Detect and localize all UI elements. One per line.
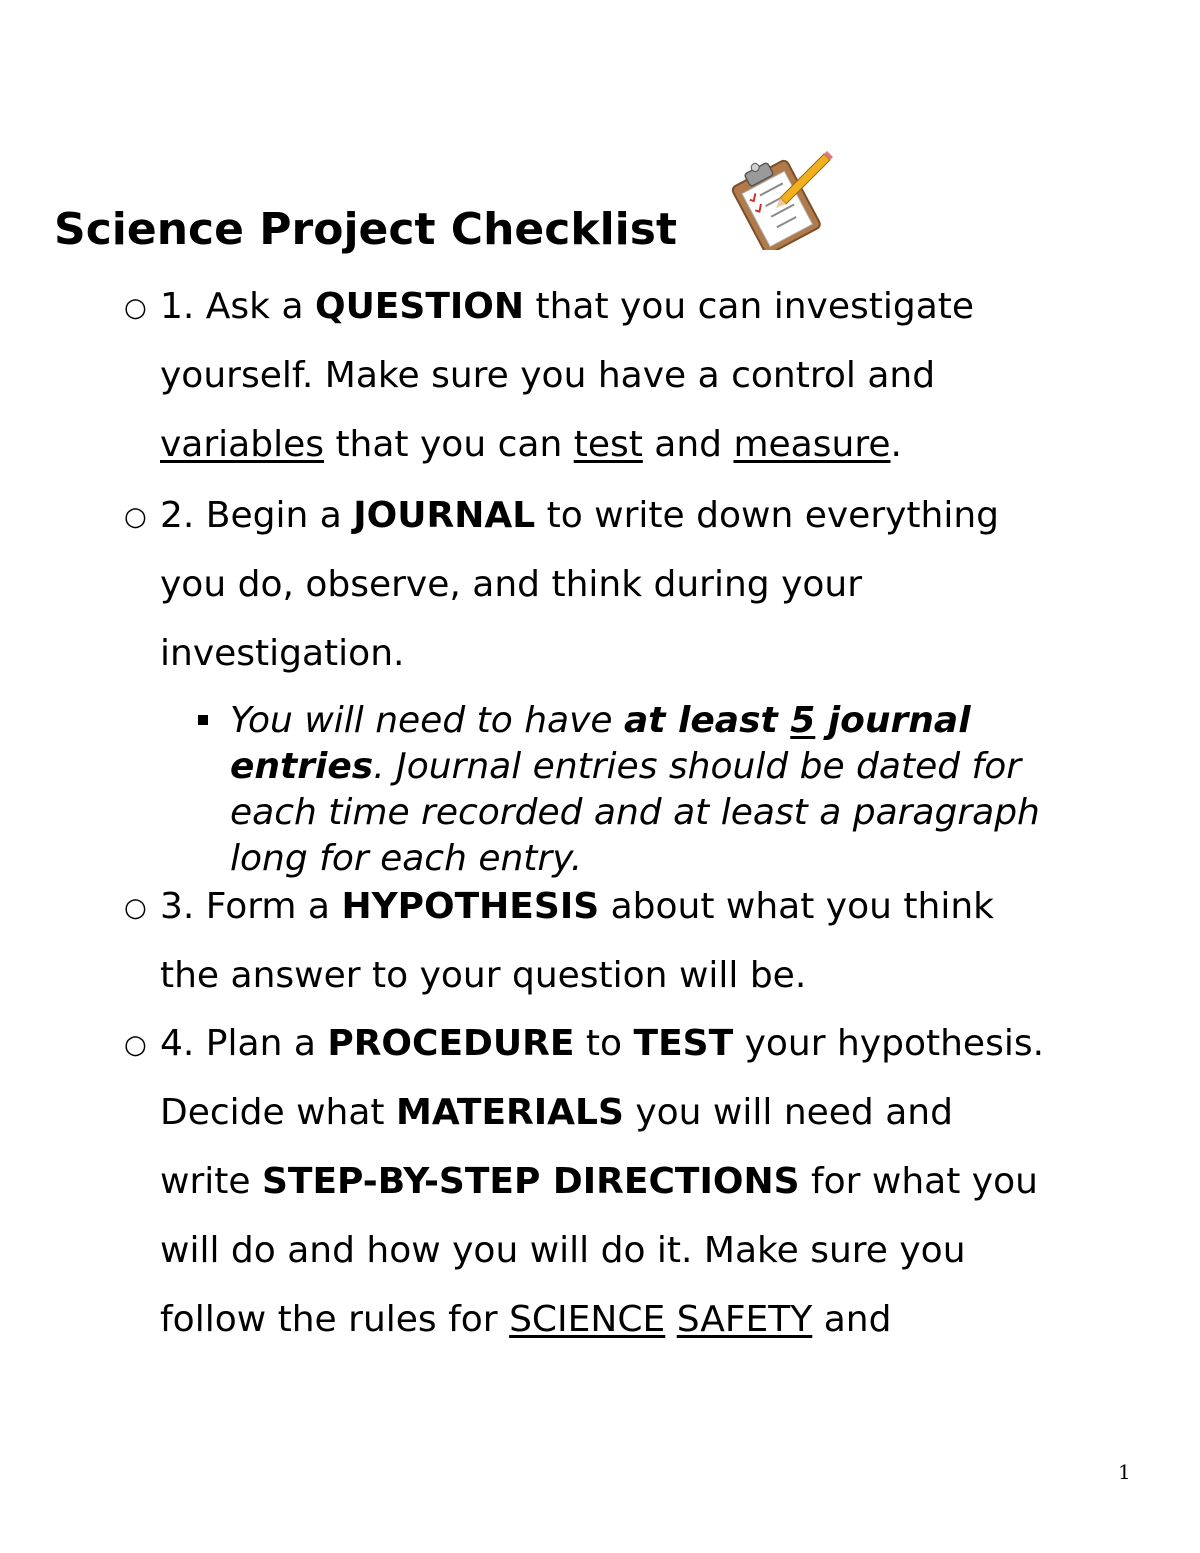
text: follow the rules for — [160, 1299, 510, 1340]
item-line — [160, 1147, 1140, 1216]
keyword-procedure: PROCEDURE — [327, 1023, 575, 1064]
circle-bullet-icon: ○ — [124, 502, 147, 532]
item-line: yourself. Make sure you have a control and — [160, 355, 936, 396]
item-line: you do, observe, and think during your — [160, 564, 863, 605]
underlined-test: test — [573, 424, 643, 465]
text: you will need and — [623, 1092, 953, 1133]
circle-bullet-icon: ○ — [124, 1030, 147, 1060]
text: 1. Ask a — [160, 286, 315, 327]
item-line: the answer to your question will be. — [160, 955, 807, 996]
checklist-item-2 — [124, 481, 1140, 688]
text — [665, 1299, 676, 1340]
item-line — [160, 1285, 1140, 1354]
keyword-question: QUESTION — [314, 286, 525, 327]
item-line — [124, 1009, 1140, 1078]
item-line — [124, 872, 1140, 941]
text: that you can investigate — [524, 286, 975, 327]
checklist-item-1 — [124, 272, 1140, 479]
text: that you can — [324, 424, 574, 465]
circle-bullet-icon: ○ — [124, 293, 147, 323]
item-line — [160, 1078, 1140, 1147]
journal-entries-note — [230, 698, 1130, 882]
keyword-test: TEST — [633, 1023, 734, 1064]
item-line: investigation. — [160, 633, 405, 674]
text: write — [160, 1161, 262, 1202]
text: to write down everything — [535, 495, 1000, 536]
clipboard-checklist-icon — [724, 150, 834, 250]
text: Decide what — [160, 1092, 396, 1133]
page-title: Science Project Checklist — [54, 204, 677, 255]
note-line — [230, 744, 1130, 790]
text: . Journal entries should be dated for — [373, 746, 1022, 787]
text: and — [812, 1299, 892, 1340]
underlined-measure: measure — [733, 424, 891, 465]
bold-text: journal — [815, 700, 971, 741]
bold-text: entries — [230, 746, 374, 787]
checklist-item-4 — [124, 1009, 1140, 1354]
keyword-step-by-step: STEP-BY-STEP DIRECTIONS — [261, 1161, 800, 1202]
underlined-science: SCIENCE — [509, 1299, 666, 1340]
checklist-item-3 — [124, 872, 1140, 1010]
keyword-materials: MATERIALS — [396, 1092, 624, 1133]
keyword-journal: JOURNAL — [353, 495, 536, 536]
text: 2. Begin a — [160, 495, 354, 536]
text: You will need to have — [230, 700, 624, 741]
circle-bullet-icon: ○ — [124, 893, 147, 923]
text: for what you — [799, 1161, 1038, 1202]
item-line — [124, 272, 1140, 341]
note-line: long for each entry. — [230, 838, 583, 879]
bold-underlined-number: 5 — [790, 700, 816, 741]
text: 3. Form a — [160, 886, 342, 927]
square-bullet-icon — [198, 715, 208, 725]
underlined-safety: SAFETY — [676, 1299, 813, 1340]
item-line — [160, 410, 1140, 479]
note-line — [230, 698, 1130, 744]
underlined-variables: variables — [160, 424, 324, 465]
text: about what you think — [599, 886, 994, 927]
item-line — [124, 481, 1140, 550]
text: and — [642, 424, 734, 465]
text: your hypothesis. — [733, 1023, 1045, 1064]
item-line: will do and how you will do it. Make sure you — [160, 1230, 966, 1271]
text: 4. Plan a — [160, 1023, 328, 1064]
text: . — [890, 424, 902, 465]
keyword-hypothesis: HYPOTHESIS — [341, 886, 600, 927]
note-line: each time recorded and at least a paragraph — [230, 792, 1040, 833]
bold-text: at least — [623, 700, 791, 741]
page-number: 1 — [1118, 1460, 1131, 1484]
text: to — [574, 1023, 634, 1064]
